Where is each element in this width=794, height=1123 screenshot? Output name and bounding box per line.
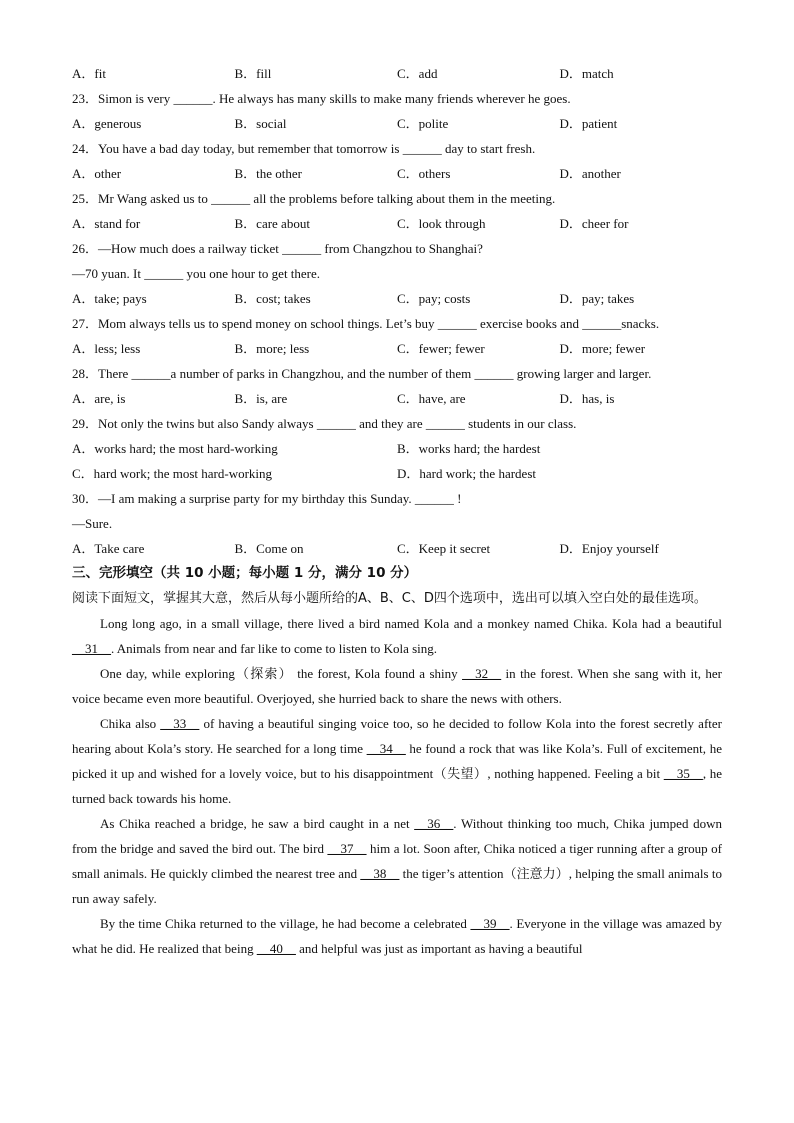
passage-paragraph-2 (72, 661, 722, 711)
q30-stem: 30．—I am making a surprise party for my birthday this Sunday. ______ ! (72, 491, 462, 506)
q22-option-b[interactable]: B．fill (234, 66, 272, 81)
blank-40[interactable]: __40__ (256, 941, 296, 956)
q30-stem-reply: —Sure. (72, 516, 113, 531)
q27-stem: 27．Mom always tells us to spend money on school things. Let’s buy ______ exercise books and ______snacks. (72, 316, 660, 331)
q29-option-b[interactable]: B．works hard; the hardest (397, 441, 541, 456)
q27-option-d[interactable]: D．more; fewer (559, 341, 646, 356)
q28-option-a[interactable]: A．are, is (72, 391, 126, 406)
section-title: 三、完形填空（共 10 小题；每小题 1 分，满分 10 分） (72, 565, 418, 581)
q29-options-row1 (72, 436, 722, 461)
q25-option-a[interactable]: A．stand for (72, 216, 141, 231)
q22-options (72, 61, 722, 86)
q23-options (72, 111, 722, 136)
q27-option-c[interactable]: C．fewer; fewer (397, 341, 485, 356)
q30-options (72, 536, 722, 561)
q30-option-d[interactable]: D．Enjoy yourself (559, 541, 659, 556)
q28-options (72, 386, 722, 411)
q24-option-c[interactable]: C．others (397, 166, 451, 181)
passage-text: . Without thinking too much, Chika jumped down from the bridge and saved the bird out. The bird (72, 816, 722, 856)
q24-stem: 24．You have a bad day today, but remember that tomorrow is ______ day to start fresh. (72, 141, 536, 156)
q24-options (72, 161, 722, 186)
blank-34[interactable]: __34__ (366, 741, 406, 756)
passage-text: him a lot. Soon after, Chika noticed a tiger running after a group of small animals. He quickly climbed the nearest tree and (72, 841, 723, 881)
passage-text: One day, while exploring（探索） the forest, Kola found a shiny (100, 666, 463, 681)
blank-37[interactable]: __37__ (327, 841, 367, 856)
q23-option-c[interactable]: C．polite (397, 116, 449, 131)
blank-32[interactable]: __32__ (462, 666, 502, 681)
passage-text: in the forest. When she sang with it, her voice became even more beautiful. Overjoyed, she hurried back to share the news with others. (72, 666, 722, 706)
q26-stem: 26．—How much does a railway ticket ______ from Changzhou to Shanghai? (72, 241, 483, 256)
q29-option-d[interactable]: D．hard work; the hardest (397, 466, 536, 481)
blank-35[interactable]: __35__ (663, 766, 703, 781)
q22-option-d[interactable]: D．match (559, 66, 614, 81)
section-instruction: 阅读下面短文，掌握其大意，然后从每小题所给的A、B、C、D四个选项中，选出可以填入空白处的最佳选项。 (72, 591, 707, 606)
q23-stem: 23．Simon is very ______. He always has many skills to make many friends wherever he goes. (72, 91, 571, 106)
passage-text: By the time Chika returned to the village, he had become a celebrated (100, 916, 471, 931)
q27-option-b[interactable]: B．more; less (234, 341, 310, 356)
q25-option-d[interactable]: D．cheer for (559, 216, 629, 231)
q29-stem: 29．Not only the twins but also Sandy always ______ and they are ______ students in our class. (72, 416, 577, 431)
q22-option-a[interactable]: A．fit (72, 66, 106, 81)
q23-option-b[interactable]: B．social (234, 116, 287, 131)
passage-text: he found a rock that was like Kola’s. Full of excitement, he picked it up and wished for a lovely voice, but to his disappointment（失望）, nothing happened. Feeling a bit (72, 741, 722, 781)
exam-page (72, 61, 722, 961)
q26-options (72, 286, 722, 311)
blank-33[interactable]: __33__ (160, 716, 200, 731)
q29-option-a[interactable]: A．works hard; the most hard-working (72, 441, 278, 456)
q28-stem: 28．There ______a number of parks in Changzhou, and the number of them ______ growing larger and larger. (72, 366, 652, 381)
q30-option-b[interactable]: B．Come on (234, 541, 304, 556)
q25-options (72, 211, 722, 236)
q29-option-c[interactable]: C．hard work; the most hard-working (72, 466, 273, 481)
q25-stem: 25．Mr Wang asked us to ______ all the problems before talking about them in the meeting. (72, 191, 556, 206)
q30-option-c[interactable]: C．Keep it secret (397, 541, 491, 556)
blank-38[interactable]: __38__ (360, 866, 400, 881)
q26-option-d[interactable]: D．pay; takes (559, 291, 635, 306)
q26-option-a[interactable]: A．take; pays (72, 291, 147, 306)
passage-text: and helpful was just as important as having a beautiful (295, 941, 583, 956)
passage-text: of having a beautiful singing voice too, so he decided to follow Kola into the forest secretly after hearing about Kola’s story. He searched for a long time (72, 716, 722, 756)
passage-text: Long long ago, in a small village, there lived a bird named Kola and a monkey named Chika. Kola had a beautiful (100, 616, 722, 631)
q23-option-d[interactable]: D．patient (559, 116, 618, 131)
q26-option-b[interactable]: B．cost; takes (234, 291, 311, 306)
passage-text: the tiger’s attention（注意力）, helping the small animals to run away safely. (72, 866, 722, 906)
q29-options-row2 (72, 461, 722, 486)
q26-stem-reply: —70 yuan. It ______ you one hour to get there. (72, 266, 321, 281)
passage-paragraph-3 (72, 711, 722, 811)
q26-option-c[interactable]: C．pay; costs (397, 291, 471, 306)
passage-paragraph-1 (72, 611, 722, 661)
q24-option-b[interactable]: B．the other (234, 166, 303, 181)
q22-option-c[interactable]: C．add (397, 66, 438, 81)
passage-paragraph-4 (72, 811, 722, 911)
q25-option-c[interactable]: C．look through (397, 216, 486, 231)
q28-option-d[interactable]: D．has, is (559, 391, 615, 406)
blank-39[interactable]: __39__ (470, 916, 510, 931)
q25-option-b[interactable]: B．care about (234, 216, 310, 231)
passage-paragraph-5 (72, 911, 722, 961)
passage-text: . Everyone in the village was amazed by what he did. He realized that being (72, 916, 722, 956)
passage-text: Chika also (100, 716, 161, 731)
q24-option-d[interactable]: D．another (559, 166, 621, 181)
passage-text: , he turned back towards his home. (72, 766, 722, 806)
passage-text: As Chika reached a bridge, he saw a bird caught in a net (100, 816, 415, 831)
q28-option-b[interactable]: B．is, are (234, 391, 288, 406)
blank-31[interactable]: __31__ (72, 641, 111, 656)
q24-option-a[interactable]: A．other (72, 166, 122, 181)
q30-option-a[interactable]: A．Take care (72, 541, 145, 556)
blank-36[interactable]: __36__ (414, 816, 454, 831)
passage-text: . Animals from near and far like to come to listen to Kola sing. (111, 641, 438, 656)
q27-options (72, 336, 722, 361)
q23-option-a[interactable]: A．generous (72, 116, 142, 131)
q27-option-a[interactable]: A．less; less (72, 341, 141, 356)
q28-option-c[interactable]: C．have, are (397, 391, 466, 406)
